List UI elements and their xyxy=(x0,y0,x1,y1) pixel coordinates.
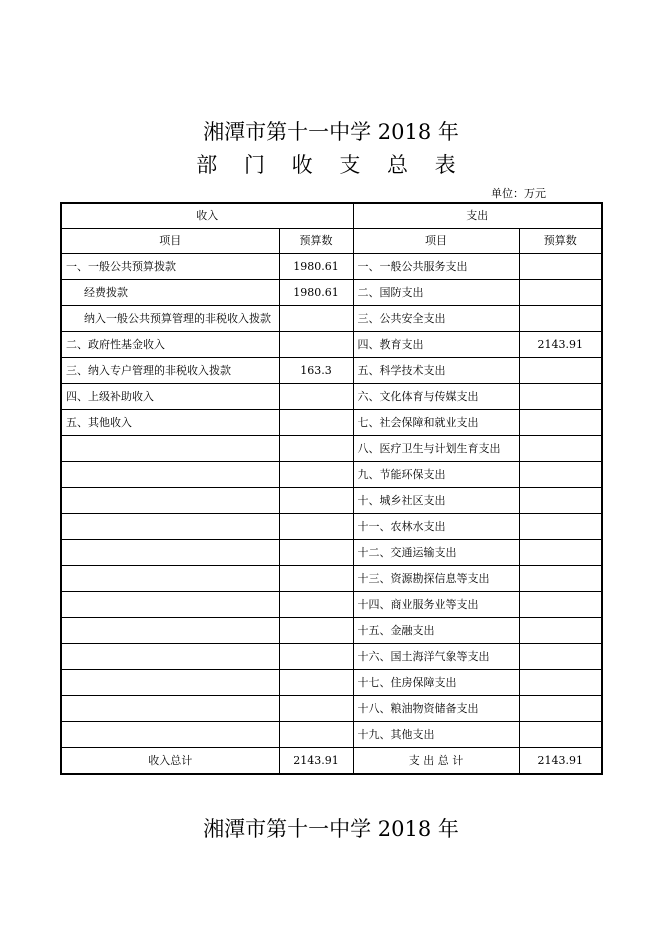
income-item-cell xyxy=(61,462,279,488)
income-item-cell xyxy=(61,514,279,540)
income-value-cell xyxy=(279,410,353,436)
income-header: 收入 xyxy=(61,203,353,229)
expense-item-cell: 一、一般公共服务支出 xyxy=(353,254,519,280)
income-value-cell: 163.3 xyxy=(279,358,353,384)
table-row xyxy=(61,332,602,358)
income-item-cell xyxy=(61,644,279,670)
income-value-cell xyxy=(279,488,353,514)
income-value-cell xyxy=(279,540,353,566)
income-value-cell: 1980.61 xyxy=(279,254,353,280)
expense-value-cell xyxy=(519,358,602,384)
income-value-cell xyxy=(279,332,353,358)
expense-item-cell: 十六、国土海洋气象等支出 xyxy=(353,644,519,670)
expense-item-cell: 十、城乡社区支出 xyxy=(353,488,519,514)
expense-item-cell: 六、文化体育与传媒支出 xyxy=(353,384,519,410)
expense-value-cell xyxy=(519,566,602,592)
table-row xyxy=(61,670,602,696)
expense-value-cell xyxy=(519,410,602,436)
income-item-cell: 纳入一般公共预算管理的非税收入拨款 xyxy=(61,306,279,332)
income-item-cell xyxy=(61,540,279,566)
expense-item-cell: 十五、金融支出 xyxy=(353,618,519,644)
income-item-cell xyxy=(61,722,279,748)
table-title: 部 门 收 支 总 表 xyxy=(196,153,466,177)
income-value-cell xyxy=(279,384,353,410)
income-item-cell: 三、纳入专户管理的非税收入拨款 xyxy=(61,358,279,384)
expense-value-cell xyxy=(519,644,602,670)
income-value-cell xyxy=(279,722,353,748)
table-row xyxy=(61,618,602,644)
income-total-label: 收入总计 xyxy=(61,748,279,775)
income-item-cell xyxy=(61,592,279,618)
table-row xyxy=(61,696,602,722)
expense-budget-header: 预算数 xyxy=(519,229,602,254)
income-item-cell xyxy=(61,436,279,462)
income-value-cell xyxy=(279,644,353,670)
section-header-row xyxy=(61,203,602,229)
expense-value-cell: 2143.91 xyxy=(519,332,602,358)
table-row xyxy=(61,436,602,462)
table-row xyxy=(61,644,602,670)
expense-value-cell xyxy=(519,592,602,618)
expense-item-cell: 十二、交通运输支出 xyxy=(353,540,519,566)
income-item-cell xyxy=(61,618,279,644)
income-item-cell: 经费拨款 xyxy=(61,280,279,306)
expense-item-cell: 十四、商业服务业等支出 xyxy=(353,592,519,618)
income-item-cell: 一、一般公共预算拨款 xyxy=(61,254,279,280)
expense-value-cell xyxy=(519,488,602,514)
table-row xyxy=(61,358,602,384)
expense-value-cell xyxy=(519,514,602,540)
table-row xyxy=(61,540,602,566)
income-item-cell: 二、政府性基金收入 xyxy=(61,332,279,358)
table-row xyxy=(61,254,602,280)
expense-item-cell: 十一、农林水支出 xyxy=(353,514,519,540)
income-value-cell xyxy=(279,696,353,722)
expense-total-label: 支 出 总 计 xyxy=(353,748,519,775)
expense-item-cell: 十八、粮油物资储备支出 xyxy=(353,696,519,722)
income-value-cell xyxy=(279,592,353,618)
budget-table xyxy=(60,202,603,775)
table-row xyxy=(61,514,602,540)
column-header-row xyxy=(61,229,602,254)
income-item-cell: 四、上级补助收入 xyxy=(61,384,279,410)
expense-value-cell xyxy=(519,254,602,280)
expense-item-cell: 十三、资源勘探信息等支出 xyxy=(353,566,519,592)
table-row xyxy=(61,280,602,306)
expense-item-cell: 四、教育支出 xyxy=(353,332,519,358)
expense-item-cell: 十七、住房保障支出 xyxy=(353,670,519,696)
expense-value-cell xyxy=(519,436,602,462)
income-value-cell xyxy=(279,618,353,644)
expense-total-value: 2143.91 xyxy=(519,748,602,775)
next-page-title: 湘潭市第十一中学 2018 年 xyxy=(203,817,459,841)
income-item-header: 项目 xyxy=(61,229,279,254)
expense-value-cell xyxy=(519,670,602,696)
income-total-value: 2143.91 xyxy=(279,748,353,775)
income-value-cell xyxy=(279,514,353,540)
table-row xyxy=(61,306,602,332)
income-value-cell xyxy=(279,566,353,592)
expense-item-cell: 五、科学技术支出 xyxy=(353,358,519,384)
expense-item-header: 项目 xyxy=(353,229,519,254)
table-row xyxy=(61,462,602,488)
expense-value-cell xyxy=(519,696,602,722)
unit-label: 单位：万元 xyxy=(491,187,546,200)
income-item-cell xyxy=(61,566,279,592)
income-item-cell xyxy=(61,670,279,696)
income-value-cell xyxy=(279,462,353,488)
expense-value-cell xyxy=(519,306,602,332)
page-title: 湘潭市第十一中学 2018 年 xyxy=(203,120,459,144)
table-row xyxy=(61,566,602,592)
table-row xyxy=(61,410,602,436)
table-row xyxy=(61,488,602,514)
expense-item-cell: 八、医疗卫生与计划生育支出 xyxy=(353,436,519,462)
table-row xyxy=(61,592,602,618)
income-value-cell xyxy=(279,436,353,462)
expense-value-cell xyxy=(519,540,602,566)
expense-item-cell: 二、国防支出 xyxy=(353,280,519,306)
expense-header: 支出 xyxy=(353,203,602,229)
expense-value-cell xyxy=(519,280,602,306)
income-value-cell xyxy=(279,306,353,332)
expense-item-cell: 七、社会保障和就业支出 xyxy=(353,410,519,436)
expense-item-cell: 三、公共安全支出 xyxy=(353,306,519,332)
expense-value-cell xyxy=(519,384,602,410)
income-item-cell xyxy=(61,488,279,514)
income-item-cell xyxy=(61,696,279,722)
table-row xyxy=(61,722,602,748)
table-row xyxy=(61,384,602,410)
total-row xyxy=(61,748,602,775)
expense-value-cell xyxy=(519,722,602,748)
income-value-cell: 1980.61 xyxy=(279,280,353,306)
expense-item-cell: 十九、其他支出 xyxy=(353,722,519,748)
income-value-cell xyxy=(279,670,353,696)
expense-value-cell xyxy=(519,462,602,488)
expense-value-cell xyxy=(519,618,602,644)
expense-item-cell: 九、节能环保支出 xyxy=(353,462,519,488)
income-item-cell: 五、其他收入 xyxy=(61,410,279,436)
income-budget-header: 预算数 xyxy=(279,229,353,254)
